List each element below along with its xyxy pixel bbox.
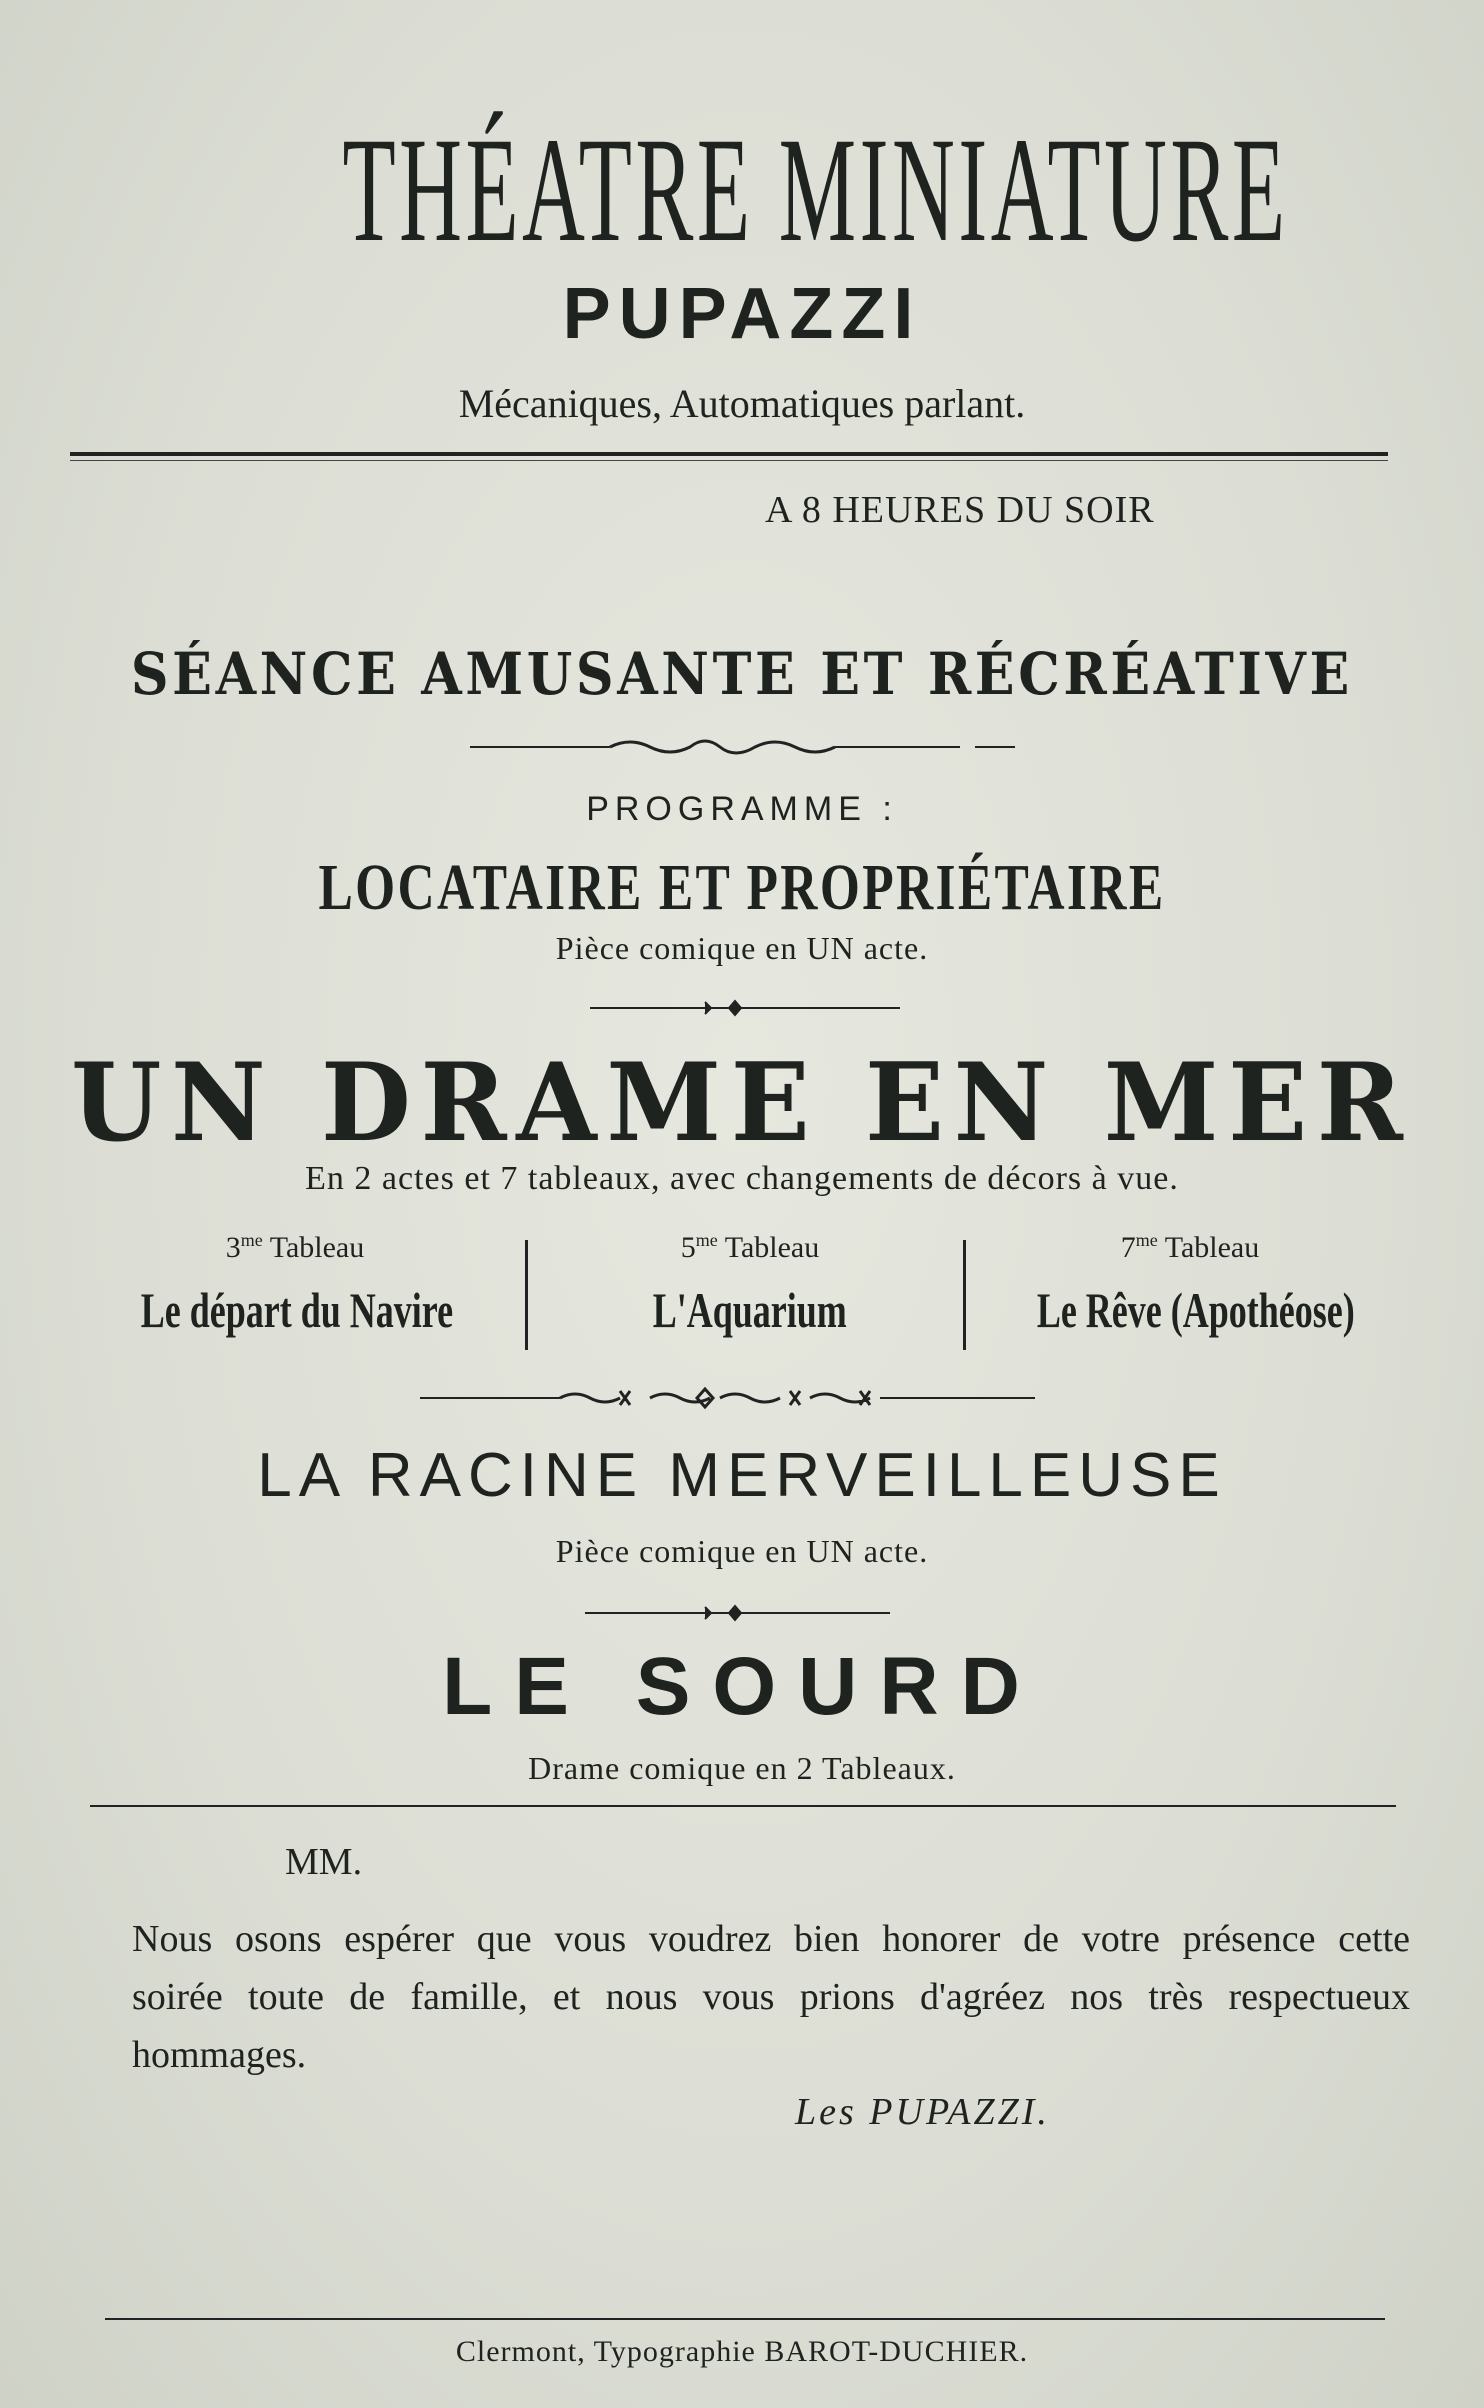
piece-2-title: UN DRAME EN MER [71, 1040, 1413, 1166]
piece-3-title: LA RACINE MERVEILLEUSE [257, 1441, 1227, 1510]
column-divider-2 [963, 1240, 966, 1350]
piece-3-subtitle: Pièce comique en UN acte. [555, 1533, 929, 1569]
tableau-3 [80, 1230, 510, 1339]
theatre-title: THÉATRE MINIATURE [342, 107, 1289, 273]
printer-credit: Clermont, Typographie BAROT-DUCHIER. [455, 2335, 1029, 2368]
piece-1-subtitle: Pièce comique en UN acte. [555, 930, 929, 966]
piece-4-subtitle: Drame comique en 2 Tableaux. [528, 1750, 956, 1786]
tableau-5 [535, 1230, 965, 1339]
top-divider-thick [70, 452, 1388, 456]
column-divider-1 [525, 1240, 528, 1350]
ornament-divider-2 [0, 998, 1484, 1018]
theatre-tagline: Mécaniques, Automatiques parlant. [458, 381, 1026, 426]
piece-1-title: LOCATAIRE ET PROPRIÉTAIRE [318, 851, 1166, 924]
tableau-7-header: $7^{me}$ Tableau [1120, 1230, 1260, 1264]
ornament-divider-3 [0, 1383, 1484, 1413]
letter-signature: Les PUPAZZI. [795, 2091, 1050, 2133]
theatre-subtitle: PUPAZZI [562, 274, 922, 354]
programme-label: PROGRAMME : [586, 790, 898, 828]
tableau-3-name: Le départ du Navire [140, 1282, 454, 1338]
piece-4-title: LE SOURD [442, 1641, 1042, 1732]
ornament-divider-1 [0, 732, 1484, 762]
tableau-5-name: L'Aquarium [652, 1282, 848, 1338]
letter-salutation: MM. [285, 1841, 363, 1883]
tableau-5-header: $5^{me}$ Tableau [680, 1230, 820, 1264]
tableau-3-header: $3^{me}$ Tableau [225, 1230, 365, 1264]
letter-body: Nous osons espérer que vous voudrez bien honorer de votre présence cette soirée toute de famille, et nous vous prions d'agréez nos très respectueux hommages. [132, 1918, 1410, 2076]
middle-divider [90, 1805, 1396, 1807]
seance-heading: SÉANCE AMUSANTE ET RÉCRÉATIVE [130, 640, 1354, 708]
tableau-7-name: Le Rêve (Apothéose) [1036, 1282, 1355, 1338]
show-time: A 8 HEURES DU SOIR [765, 489, 1155, 531]
bottom-divider [105, 2318, 1385, 2320]
ornament-divider-4 [0, 1603, 1484, 1623]
top-divider-thin [70, 460, 1388, 461]
piece-2-subtitle: En 2 actes et 7 tableaux, avec changements de décors à vue. [305, 1160, 1179, 1197]
tableau-7 [975, 1230, 1405, 1339]
